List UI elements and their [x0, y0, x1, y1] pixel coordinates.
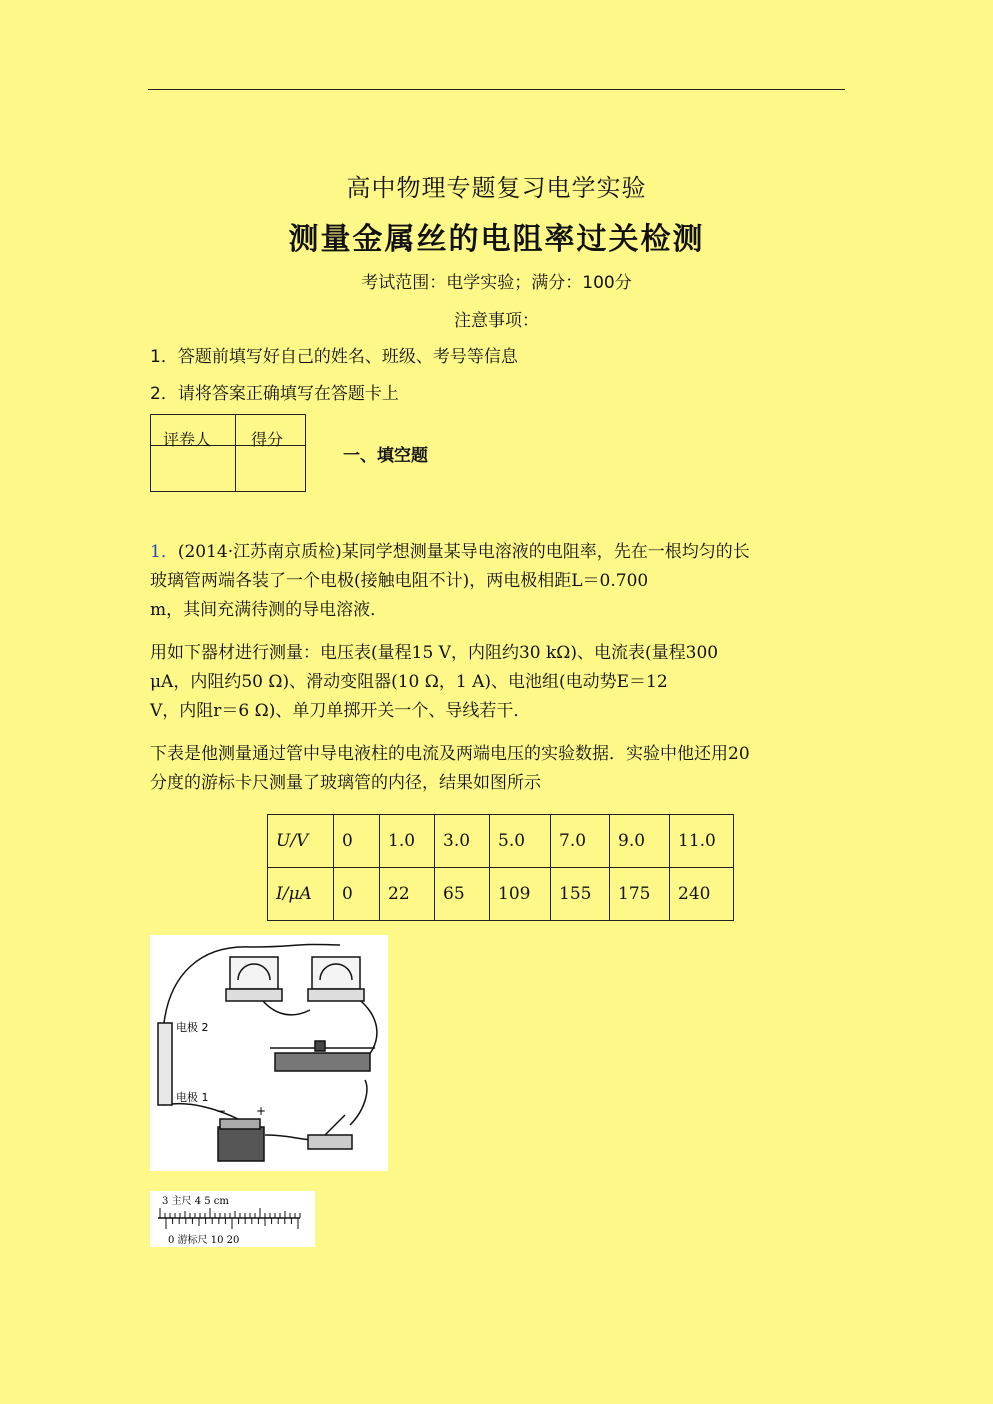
table-cell: 155 — [551, 868, 610, 921]
section-title: 一、填空题 — [343, 446, 428, 466]
grader-label: 评卷人 — [163, 430, 212, 449]
battery-plus-label: + — [256, 1104, 267, 1118]
table-cell: 7.0 — [551, 815, 610, 868]
table-row — [268, 868, 734, 921]
table-cell: 22 — [380, 868, 435, 921]
question-text-line1: (2014·江苏南京质检)某同学想测量某导电溶液的电阻率，先在一根均匀的长 — [177, 542, 750, 562]
document-subtitle: 高中物理专题复习电学实验 — [346, 174, 647, 202]
score-label: 得分 — [251, 430, 284, 449]
table-intro-line1: 下表是他测量通过管中导电液柱的电流及两端电压的实验数据．实验中他还用20 — [150, 744, 750, 764]
table-cell: 175 — [610, 868, 670, 921]
electrode-2-label: 电极 2 — [176, 1021, 209, 1034]
grader-box — [150, 414, 306, 492]
question-paragraph-3 — [150, 740, 840, 798]
equipment-line1: 用如下器材进行测量：电压表(量程15 V，内阻约30 kΩ)、电流表(量程300 — [150, 643, 719, 663]
table-cell: 0 — [334, 868, 380, 921]
table-row — [268, 815, 734, 868]
table-cell: 3.0 — [435, 815, 490, 868]
question-paragraph-1 — [150, 538, 840, 625]
question-text-line3: m，其间充满待测的导电溶液． — [150, 600, 388, 620]
table-cell: I/μA — [268, 868, 334, 921]
notice-item-1: 1．答题前填写好自己的姓名、班级、考号等信息 — [150, 347, 518, 367]
notice-item-2: 2．请将答案正确填写在答题卡上 — [150, 384, 399, 404]
exam-info: 考试范围：电学实验；满分：100分 — [361, 273, 632, 293]
question-number: 1． — [150, 542, 178, 562]
main-scale-label: 3 主尺 4 5 cm — [162, 1196, 229, 1207]
caliper-diagram — [150, 1191, 315, 1247]
table-cell: U/V — [268, 815, 334, 868]
data-table — [267, 814, 734, 921]
notice-heading: 注意事项： — [454, 311, 539, 331]
table-intro-line2: 分度的游标卡尺测量了玻璃管的内径，结果如图所示 — [150, 773, 541, 793]
table-cell: 1.0 — [380, 815, 435, 868]
circuit-diagram — [150, 935, 388, 1171]
table-cell: 9.0 — [610, 815, 670, 868]
table-cell: 240 — [670, 868, 734, 921]
vernier-scale-label: 0 游标尺 10 20 — [168, 1235, 240, 1246]
table-cell: 11.0 — [670, 815, 734, 868]
table-cell: 65 — [435, 868, 490, 921]
electrode-1-label: 电极 1 — [176, 1091, 209, 1104]
battery-minus-label: − — [216, 1104, 227, 1118]
caliper-figure — [150, 1191, 315, 1247]
table-cell: 0 — [334, 815, 380, 868]
table-cell: 109 — [490, 868, 551, 921]
question-paragraph-2 — [150, 639, 840, 726]
equipment-line2: μA，内阻约50 Ω)、滑动变阻器(10 Ω，1 A)、电池组(电动势E＝12 — [150, 672, 668, 692]
equipment-line3: V，内阻r＝6 Ω)、单刀单掷开关一个、导线若干． — [150, 701, 531, 721]
question-text-line2: 玻璃管两端各装了一个电极(接触电阻不计)，两电极相距L＝0.700 — [150, 571, 649, 591]
circuit-figure — [150, 935, 388, 1171]
header-rule — [148, 89, 845, 90]
document-title: 测量金属丝的电阻率过关检测 — [288, 222, 705, 257]
table-cell: 5.0 — [490, 815, 551, 868]
